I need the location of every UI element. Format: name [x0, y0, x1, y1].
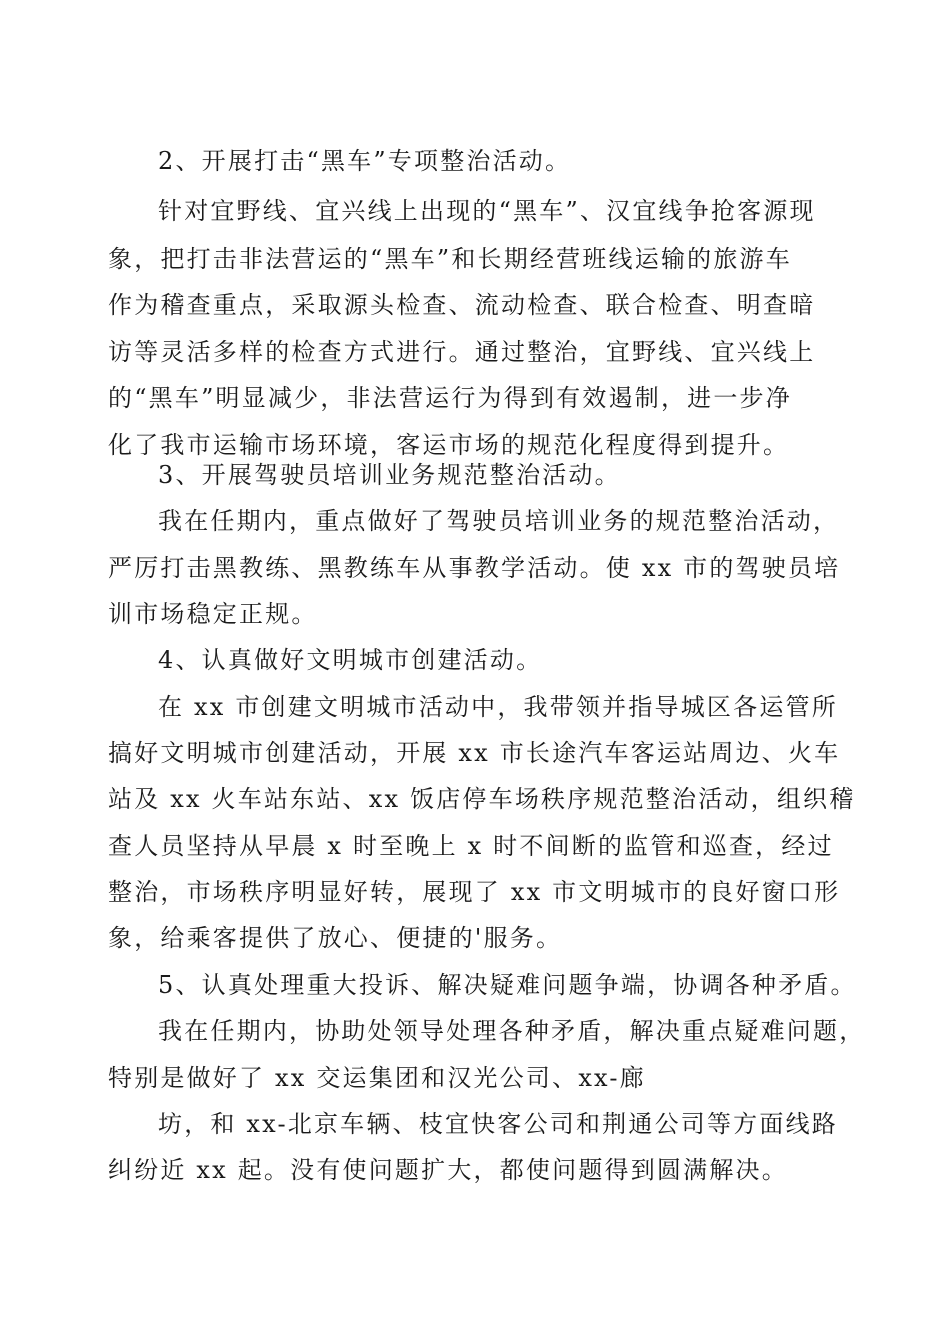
- heading-3: 3、开展驾驶员培训业务规范整治活动。: [158, 461, 621, 489]
- paragraph-line: 象，把打击非法营运的“黑车”和长期经营班线运输的旅游车: [108, 245, 792, 273]
- paragraph-line: 作为稽查重点，采取源头检查、流动检查、联合检查、明查暗: [108, 291, 816, 319]
- paragraph-line: 的“黑车”明显减少，非法营运行为得到有效遏制，进一步净: [108, 384, 792, 412]
- paragraph-line: 我在任期内，协助处领导处理各种矛盾，解决重点疑难问题，: [158, 1017, 866, 1045]
- paragraph-line: 化了我市运输市场环境，客运市场的规范化程度得到提升。: [108, 431, 790, 459]
- heading-5: 5、认真处理重大投诉、解决疑难问题争端，协调各种矛盾。: [158, 971, 857, 999]
- heading-4: 4、认真做好文明城市创建活动。: [158, 646, 543, 674]
- paragraph-line: 纠纷近 xx 起。没有使问题扩大，都使问题得到圆满解决。: [108, 1156, 788, 1184]
- paragraph-line: 整治，市场秩序明显好转，展现了 xx 市文明城市的良好窗口形: [108, 878, 841, 906]
- paragraph-line: 在 xx 市创建文明城市活动中，我带领并指导城区各运管所: [158, 693, 838, 721]
- paragraph-line: 查人员坚持从早晨 x 时至晚上 x 时不间断的监管和巡查，经过: [108, 832, 834, 860]
- paragraph-line: 我在任期内，重点做好了驾驶员培训业务的规范整治活动，: [158, 507, 840, 535]
- paragraph-line: 严厉打击黑教练、黑教练车从事教学活动。使 xx 市的驾驶员培: [108, 554, 841, 582]
- paragraph-line: 站及 xx 火车站东站、xx 饭店停车场秩序规范整治活动，组织稽: [108, 785, 856, 813]
- heading-2: 2、开展打击“黑车”专项整治活动。: [158, 147, 572, 175]
- paragraph-line: 针对宜野线、宜兴线上出现的“黑车”、汉宜线争抢客源现: [158, 197, 816, 225]
- paragraph-line: 特别是做好了 xx 交运集团和汉光公司、xx-廊: [108, 1064, 646, 1092]
- paragraph-line: 象，给乘客提供了放心、便捷的'服务。: [108, 924, 563, 952]
- paragraph-line: 坊，和 xx-北京车辆、枝宜快客公司和荆通公司等方面线路: [158, 1110, 838, 1138]
- paragraph-line: 训市场稳定正规。: [108, 600, 318, 628]
- paragraph-line: 访等灵活多样的检查方式进行。通过整治，宜野线、宜兴线上: [108, 338, 816, 366]
- paragraph-line: 搞好文明城市创建活动，开展 xx 市长途汽车客运站周边、火车: [108, 739, 841, 767]
